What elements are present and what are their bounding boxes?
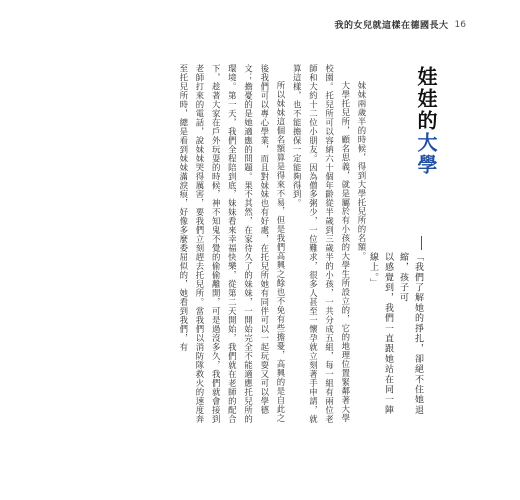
pull-quote-line-1: 「我們了解她的掙扎，卻絕不住她退縮，孩子可 bbox=[398, 252, 423, 416]
paragraph-2: 大學托兒所，顧名思義，就是屬於有小孩的大學生所設立的，它的地理位置緊鄰著大學校園。托兒所可以容納六十個年齡從半歲到三歲半的小孩，一共分成五組，每一組有兩位老師和大約十二位小朋友。因為僧多粥少，一位難求，很多人甚至一懷孕就立刻著手申請，就算這樣，也不能擔保一定能夠得到。 bbox=[292, 64, 351, 424]
paragraph-1: 妹妹兩歲半的時候，得到大學托兒所的名額。 bbox=[357, 80, 367, 261]
book-title: 我的女兒就這樣在德國長大 bbox=[334, 21, 449, 31]
pull-quote-line-2: 以感覺到，我們一直跟她站在同一陣線上。」 bbox=[368, 252, 393, 416]
running-header bbox=[335, 18, 466, 31]
quote-divider bbox=[421, 236, 422, 250]
chapter-title-part2: 大學 bbox=[414, 132, 438, 176]
chapter-title-part1: 娃娃的 bbox=[414, 66, 438, 132]
page-number: 16 bbox=[454, 19, 466, 30]
paragraph-3: 所以妹妹這個名額算是得來不易，但是我們高興之餘也不免有些擔憂，高興的是自此之後我們可以專心學業，而且對妹妹也有好處，在托兒所她有同伴可以一起玩耍又可以學德文；擔憂的是她適應的問題。果不其然，在家待久了的妹妹，一開始完全不能適應托兒所的環境。第一天，我們全程陪到底，妹妹看來幸福快樂，從第二天開始，我們就在老師的配合下，趁著大家在戶外玩耍的時候，神不知鬼不覺的偷偷離開，可是過沒多久，我們就會接到老師打來的電話，說妹妹哭得厲害，要我們立刻趕去托兒所。當我們以消防隊救火的速度奔至托兒所時，總是看到妹妹滿淚痕，好像多麼委屈似的，她看到我們，有 bbox=[178, 64, 286, 424]
pull-quote bbox=[365, 252, 425, 418]
chapter-title bbox=[416, 66, 436, 176]
body-text bbox=[85, 64, 370, 424]
